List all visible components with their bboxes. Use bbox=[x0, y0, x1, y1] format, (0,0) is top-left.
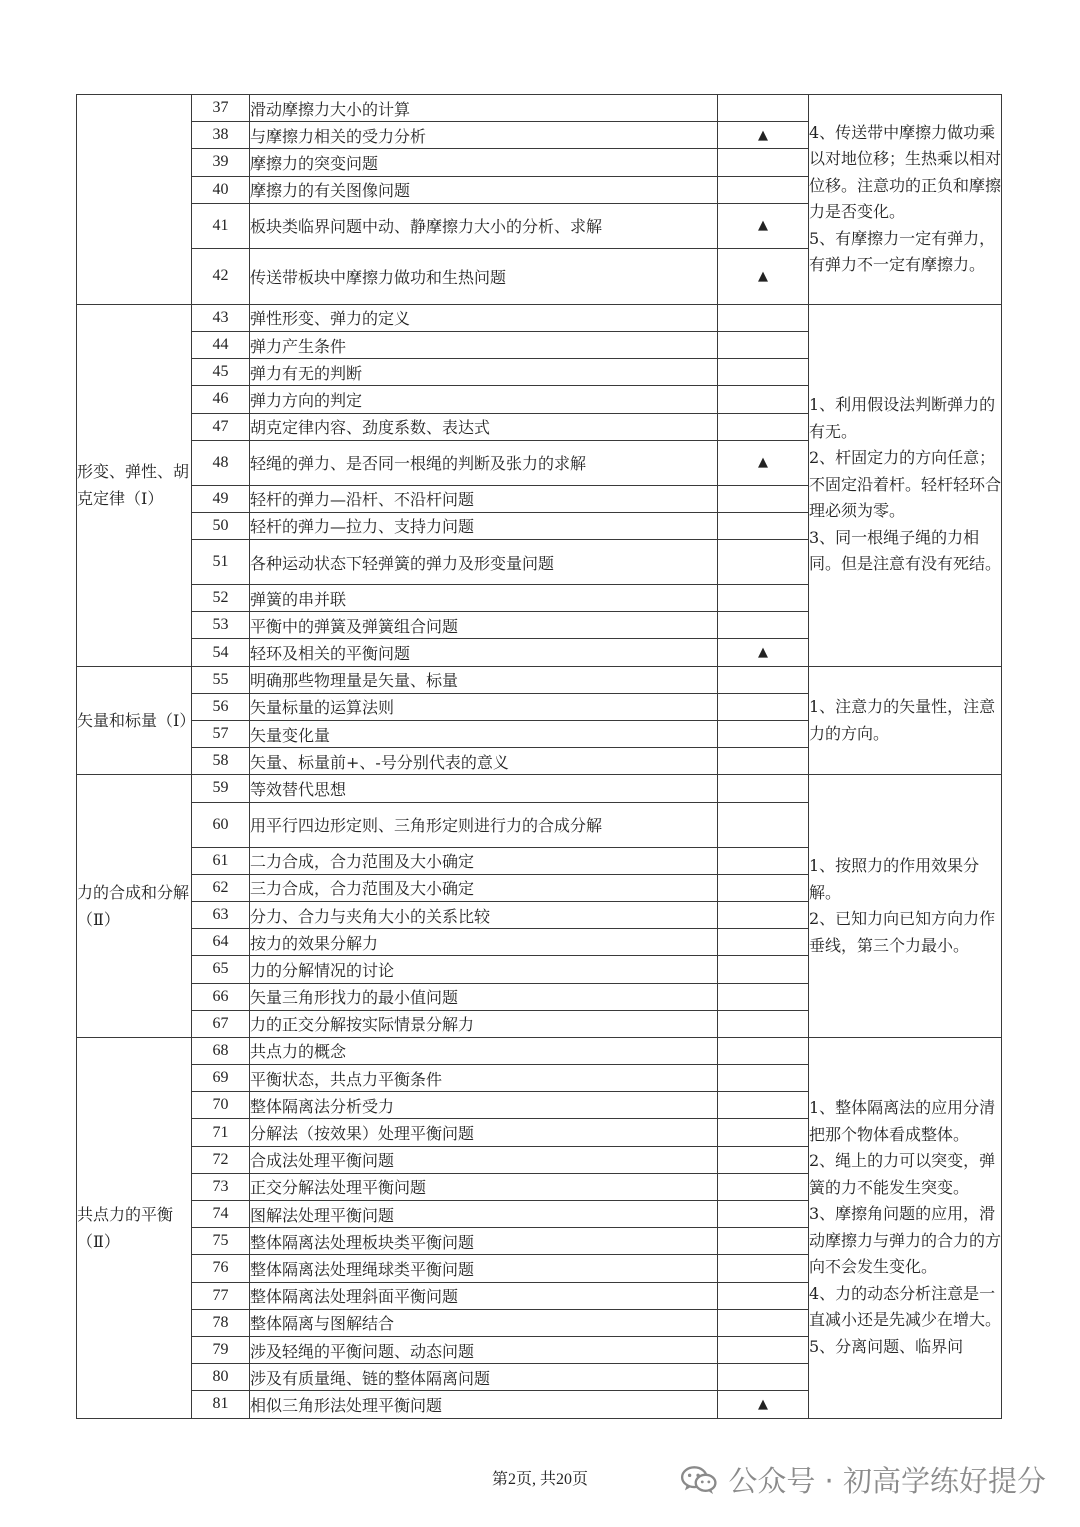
note-line: 2、绳上的力可以突变，弹簧的力不能发生突变。 bbox=[809, 1151, 996, 1197]
topic-cell: 摩擦力的突变问题 bbox=[250, 149, 718, 176]
row-number: 43 bbox=[192, 304, 250, 331]
topic-cell: 合成法处理平衡问题 bbox=[250, 1146, 718, 1173]
topic-cell: 三力合成，合力范围及大小确定 bbox=[250, 874, 718, 901]
row-number: 42 bbox=[192, 248, 250, 304]
key-point-marker bbox=[718, 149, 809, 176]
row-number: 63 bbox=[192, 901, 250, 928]
topic-cell: 矢量、标量前+、-号分别代表的意义 bbox=[250, 748, 718, 775]
row-number: 37 bbox=[192, 95, 250, 122]
note-line: 5、分离问题、临界问 bbox=[809, 1336, 964, 1356]
note-line: 1、注意力的矢量性，注意力的方向。 bbox=[809, 697, 996, 743]
category-cell bbox=[77, 95, 192, 305]
key-point-marker bbox=[718, 359, 809, 386]
row-number: 52 bbox=[192, 585, 250, 612]
row-number: 81 bbox=[192, 1391, 250, 1418]
topic-cell: 轻杆的弹力—拉力、支持力问题 bbox=[250, 512, 718, 539]
wechat-icon bbox=[680, 1465, 718, 1495]
key-point-marker bbox=[718, 1146, 809, 1173]
key-point-marker bbox=[718, 1364, 809, 1391]
key-point-marker bbox=[718, 304, 809, 331]
row-number: 65 bbox=[192, 956, 250, 983]
note-line: 3、摩擦角问题的应用，滑动摩擦力与弹力的合力的方向不会发生变化。 bbox=[809, 1204, 1002, 1277]
topic-cell: 相似三角形法处理平衡问题 bbox=[250, 1391, 718, 1418]
key-point-marker bbox=[718, 1201, 809, 1228]
row-number: 60 bbox=[192, 802, 250, 847]
row-number: 49 bbox=[192, 485, 250, 512]
key-point-marker: ▲ bbox=[718, 1391, 809, 1418]
topic-cell: 弹性形变、弹力的定义 bbox=[250, 304, 718, 331]
table-row bbox=[77, 1037, 1002, 1064]
row-number: 44 bbox=[192, 331, 250, 358]
key-point-marker bbox=[718, 775, 809, 802]
topic-cell: 矢量三角形找力的最小值问题 bbox=[250, 983, 718, 1010]
topic-cell: 板块类临界问题中动、静摩擦力大小的分析、求解 bbox=[250, 203, 718, 248]
key-point-marker bbox=[718, 802, 809, 847]
topic-cell: 涉及轻绳的平衡问题、动态问题 bbox=[250, 1336, 718, 1363]
row-number: 76 bbox=[192, 1255, 250, 1282]
row-number: 48 bbox=[192, 440, 250, 485]
key-point-marker bbox=[718, 612, 809, 639]
topic-cell: 胡克定律内容、劲度系数、表达式 bbox=[250, 413, 718, 440]
topic-cell: 整体隔离法处理绳球类平衡问题 bbox=[250, 1255, 718, 1282]
row-number: 62 bbox=[192, 874, 250, 901]
key-point-marker: ▲ bbox=[718, 122, 809, 149]
row-number: 66 bbox=[192, 983, 250, 1010]
key-point-marker bbox=[718, 901, 809, 928]
row-number: 68 bbox=[192, 1037, 250, 1064]
row-number: 53 bbox=[192, 612, 250, 639]
row-number: 40 bbox=[192, 176, 250, 203]
table-row bbox=[77, 95, 1002, 122]
notes-cell bbox=[809, 666, 1002, 775]
topic-cell: 整体隔离与图解结合 bbox=[250, 1309, 718, 1336]
key-point-marker: ▲ bbox=[718, 639, 809, 666]
row-number: 72 bbox=[192, 1146, 250, 1173]
notes-cell bbox=[809, 304, 1002, 666]
row-number: 64 bbox=[192, 929, 250, 956]
row-number: 71 bbox=[192, 1119, 250, 1146]
topic-cell: 分力、合力与夹角大小的关系比较 bbox=[250, 901, 718, 928]
row-number: 47 bbox=[192, 413, 250, 440]
key-point-marker bbox=[718, 331, 809, 358]
topic-cell: 明确那些物理量是矢量、标量 bbox=[250, 666, 718, 693]
topic-cell: 滑动摩擦力大小的计算 bbox=[250, 95, 718, 122]
key-point-marker: ▲ bbox=[718, 440, 809, 485]
row-number: 61 bbox=[192, 847, 250, 874]
topic-cell: 力的分解情况的讨论 bbox=[250, 956, 718, 983]
key-point-marker bbox=[718, 721, 809, 748]
note-line: 1、利用假设法判断弹力的有无。 bbox=[809, 395, 996, 441]
note-line: 3、同一根绳子绳的力相同。但是注意有没有死结。 bbox=[809, 527, 1002, 574]
key-point-marker bbox=[718, 585, 809, 612]
key-point-marker bbox=[718, 956, 809, 983]
row-number: 46 bbox=[192, 386, 250, 413]
category-cell: 矢量和标量（Ⅰ） bbox=[77, 666, 192, 775]
key-point-marker bbox=[718, 1336, 809, 1363]
key-point-marker bbox=[718, 540, 809, 585]
key-point-marker bbox=[718, 1255, 809, 1282]
topic-cell: 弹力产生条件 bbox=[250, 331, 718, 358]
knowledge-table bbox=[76, 94, 1002, 1419]
key-point-marker bbox=[718, 1037, 809, 1064]
topic-cell: 涉及有质量绳、链的整体隔离问题 bbox=[250, 1364, 718, 1391]
row-number: 58 bbox=[192, 748, 250, 775]
row-number: 57 bbox=[192, 721, 250, 748]
note-line: 1、整体隔离法的应用分清把那个物体看成整体。 bbox=[809, 1098, 996, 1144]
row-number: 54 bbox=[192, 639, 250, 666]
note-line: 4、力的动态分析注意是一直减小还是先减少在增大。 bbox=[809, 1283, 1002, 1330]
row-number: 41 bbox=[192, 203, 250, 248]
key-point-marker bbox=[718, 748, 809, 775]
key-point-marker bbox=[718, 1119, 809, 1146]
notes-cell bbox=[809, 775, 1002, 1038]
row-number: 38 bbox=[192, 122, 250, 149]
topic-cell: 传送带板块中摩擦力做功和生热问题 bbox=[250, 248, 718, 304]
row-number: 56 bbox=[192, 693, 250, 720]
topic-cell: 等效替代思想 bbox=[250, 775, 718, 802]
key-point-marker bbox=[718, 413, 809, 440]
key-point-marker bbox=[718, 1173, 809, 1200]
topic-cell: 按力的效果分解力 bbox=[250, 929, 718, 956]
key-point-marker bbox=[718, 1282, 809, 1309]
notes-cell bbox=[809, 95, 1002, 305]
key-point-marker bbox=[718, 666, 809, 693]
row-number: 50 bbox=[192, 512, 250, 539]
note-line: 4、传送带中摩擦力做功乘以对地位移；生热乘以相对位移。注意功的正负和摩擦力是否变化。 bbox=[809, 122, 1002, 222]
topic-cell: 弹力有无的判断 bbox=[250, 359, 718, 386]
topic-cell: 各种运动状态下轻弹簧的弹力及形变量问题 bbox=[250, 540, 718, 585]
key-point-marker bbox=[718, 386, 809, 413]
watermark bbox=[680, 1459, 1046, 1500]
topic-cell: 轻环及相关的平衡问题 bbox=[250, 639, 718, 666]
category-cell: 力的合成和分解（Ⅱ） bbox=[77, 775, 192, 1038]
topic-cell: 共点力的概念 bbox=[250, 1037, 718, 1064]
topic-cell: 弹力方向的判定 bbox=[250, 386, 718, 413]
key-point-marker bbox=[718, 485, 809, 512]
key-point-marker bbox=[718, 1228, 809, 1255]
note-line: 2、杆固定力的方向任意；不固定沿着杆。轻杆轻环合理必须为零。 bbox=[809, 448, 1002, 521]
topic-cell: 二力合成，合力范围及大小确定 bbox=[250, 847, 718, 874]
row-number: 74 bbox=[192, 1201, 250, 1228]
key-point-marker: ▲ bbox=[718, 203, 809, 248]
topic-cell: 平衡状态，共点力平衡条件 bbox=[250, 1065, 718, 1092]
row-number: 79 bbox=[192, 1336, 250, 1363]
topic-cell: 力的正交分解按实际情景分解力 bbox=[250, 1010, 718, 1037]
topic-cell: 分解法（按效果）处理平衡问题 bbox=[250, 1119, 718, 1146]
topic-cell: 整体隔离法分析受力 bbox=[250, 1092, 718, 1119]
row-number: 39 bbox=[192, 149, 250, 176]
key-point-marker bbox=[718, 847, 809, 874]
row-number: 78 bbox=[192, 1309, 250, 1336]
row-number: 70 bbox=[192, 1092, 250, 1119]
note-line: 5、有摩擦力一定有弹力，有弹力不一定有摩擦力。 bbox=[809, 228, 996, 275]
row-number: 73 bbox=[192, 1173, 250, 1200]
topic-cell: 平衡中的弹簧及弹簧组合问题 bbox=[250, 612, 718, 639]
key-point-marker bbox=[718, 1010, 809, 1037]
topic-cell: 矢量变化量 bbox=[250, 721, 718, 748]
topic-cell: 正交分解法处理平衡问题 bbox=[250, 1173, 718, 1200]
topic-cell: 矢量标量的运算法则 bbox=[250, 693, 718, 720]
category-cell: 共点力的平衡（Ⅱ） bbox=[77, 1037, 192, 1418]
topic-cell: 整体隔离法处理斜面平衡问题 bbox=[250, 1282, 718, 1309]
key-point-marker: ▲ bbox=[718, 248, 809, 304]
row-number: 75 bbox=[192, 1228, 250, 1255]
key-point-marker bbox=[718, 176, 809, 203]
key-point-marker bbox=[718, 1309, 809, 1336]
table-row bbox=[77, 304, 1002, 331]
key-point-marker bbox=[718, 929, 809, 956]
row-number: 80 bbox=[192, 1364, 250, 1391]
topic-cell: 轻绳的弹力、是否同一根绳的判断及张力的求解 bbox=[250, 440, 718, 485]
watermark-text: 公众号 · 初高学练好提分 bbox=[728, 1464, 1046, 1498]
key-point-marker bbox=[718, 693, 809, 720]
topic-cell: 与摩擦力相关的受力分析 bbox=[250, 122, 718, 149]
key-point-marker bbox=[718, 874, 809, 901]
row-number: 67 bbox=[192, 1010, 250, 1037]
row-number: 55 bbox=[192, 666, 250, 693]
row-number: 51 bbox=[192, 540, 250, 585]
table-row bbox=[77, 666, 1002, 693]
key-point-marker bbox=[718, 1065, 809, 1092]
topic-cell: 弹簧的串并联 bbox=[250, 585, 718, 612]
notes-cell bbox=[809, 1037, 1002, 1418]
category-cell: 形变、弹性、胡克定律（Ⅰ） bbox=[77, 304, 192, 666]
table-row bbox=[77, 775, 1002, 802]
row-number: 45 bbox=[192, 359, 250, 386]
topic-cell: 用平行四边形定则、三角形定则进行力的合成分解 bbox=[250, 802, 718, 847]
note-line: 2、已知力向已知方向力作垂线，第三个力最小。 bbox=[809, 909, 996, 955]
note-line: 1、按照力的作用效果分解。 bbox=[809, 856, 980, 902]
row-number: 59 bbox=[192, 775, 250, 802]
topic-cell: 整体隔离法处理板块类平衡问题 bbox=[250, 1228, 718, 1255]
topic-cell: 轻杆的弹力—沿杆、不沿杆问题 bbox=[250, 485, 718, 512]
row-number: 77 bbox=[192, 1282, 250, 1309]
row-number: 69 bbox=[192, 1065, 250, 1092]
key-point-marker bbox=[718, 512, 809, 539]
key-point-marker bbox=[718, 1092, 809, 1119]
page-footer: 第2页, 共20页 bbox=[491, 1471, 588, 1488]
topic-cell: 摩擦力的有关图像问题 bbox=[250, 176, 718, 203]
topic-cell: 图解法处理平衡问题 bbox=[250, 1201, 718, 1228]
key-point-marker bbox=[718, 983, 809, 1010]
key-point-marker bbox=[718, 95, 809, 122]
